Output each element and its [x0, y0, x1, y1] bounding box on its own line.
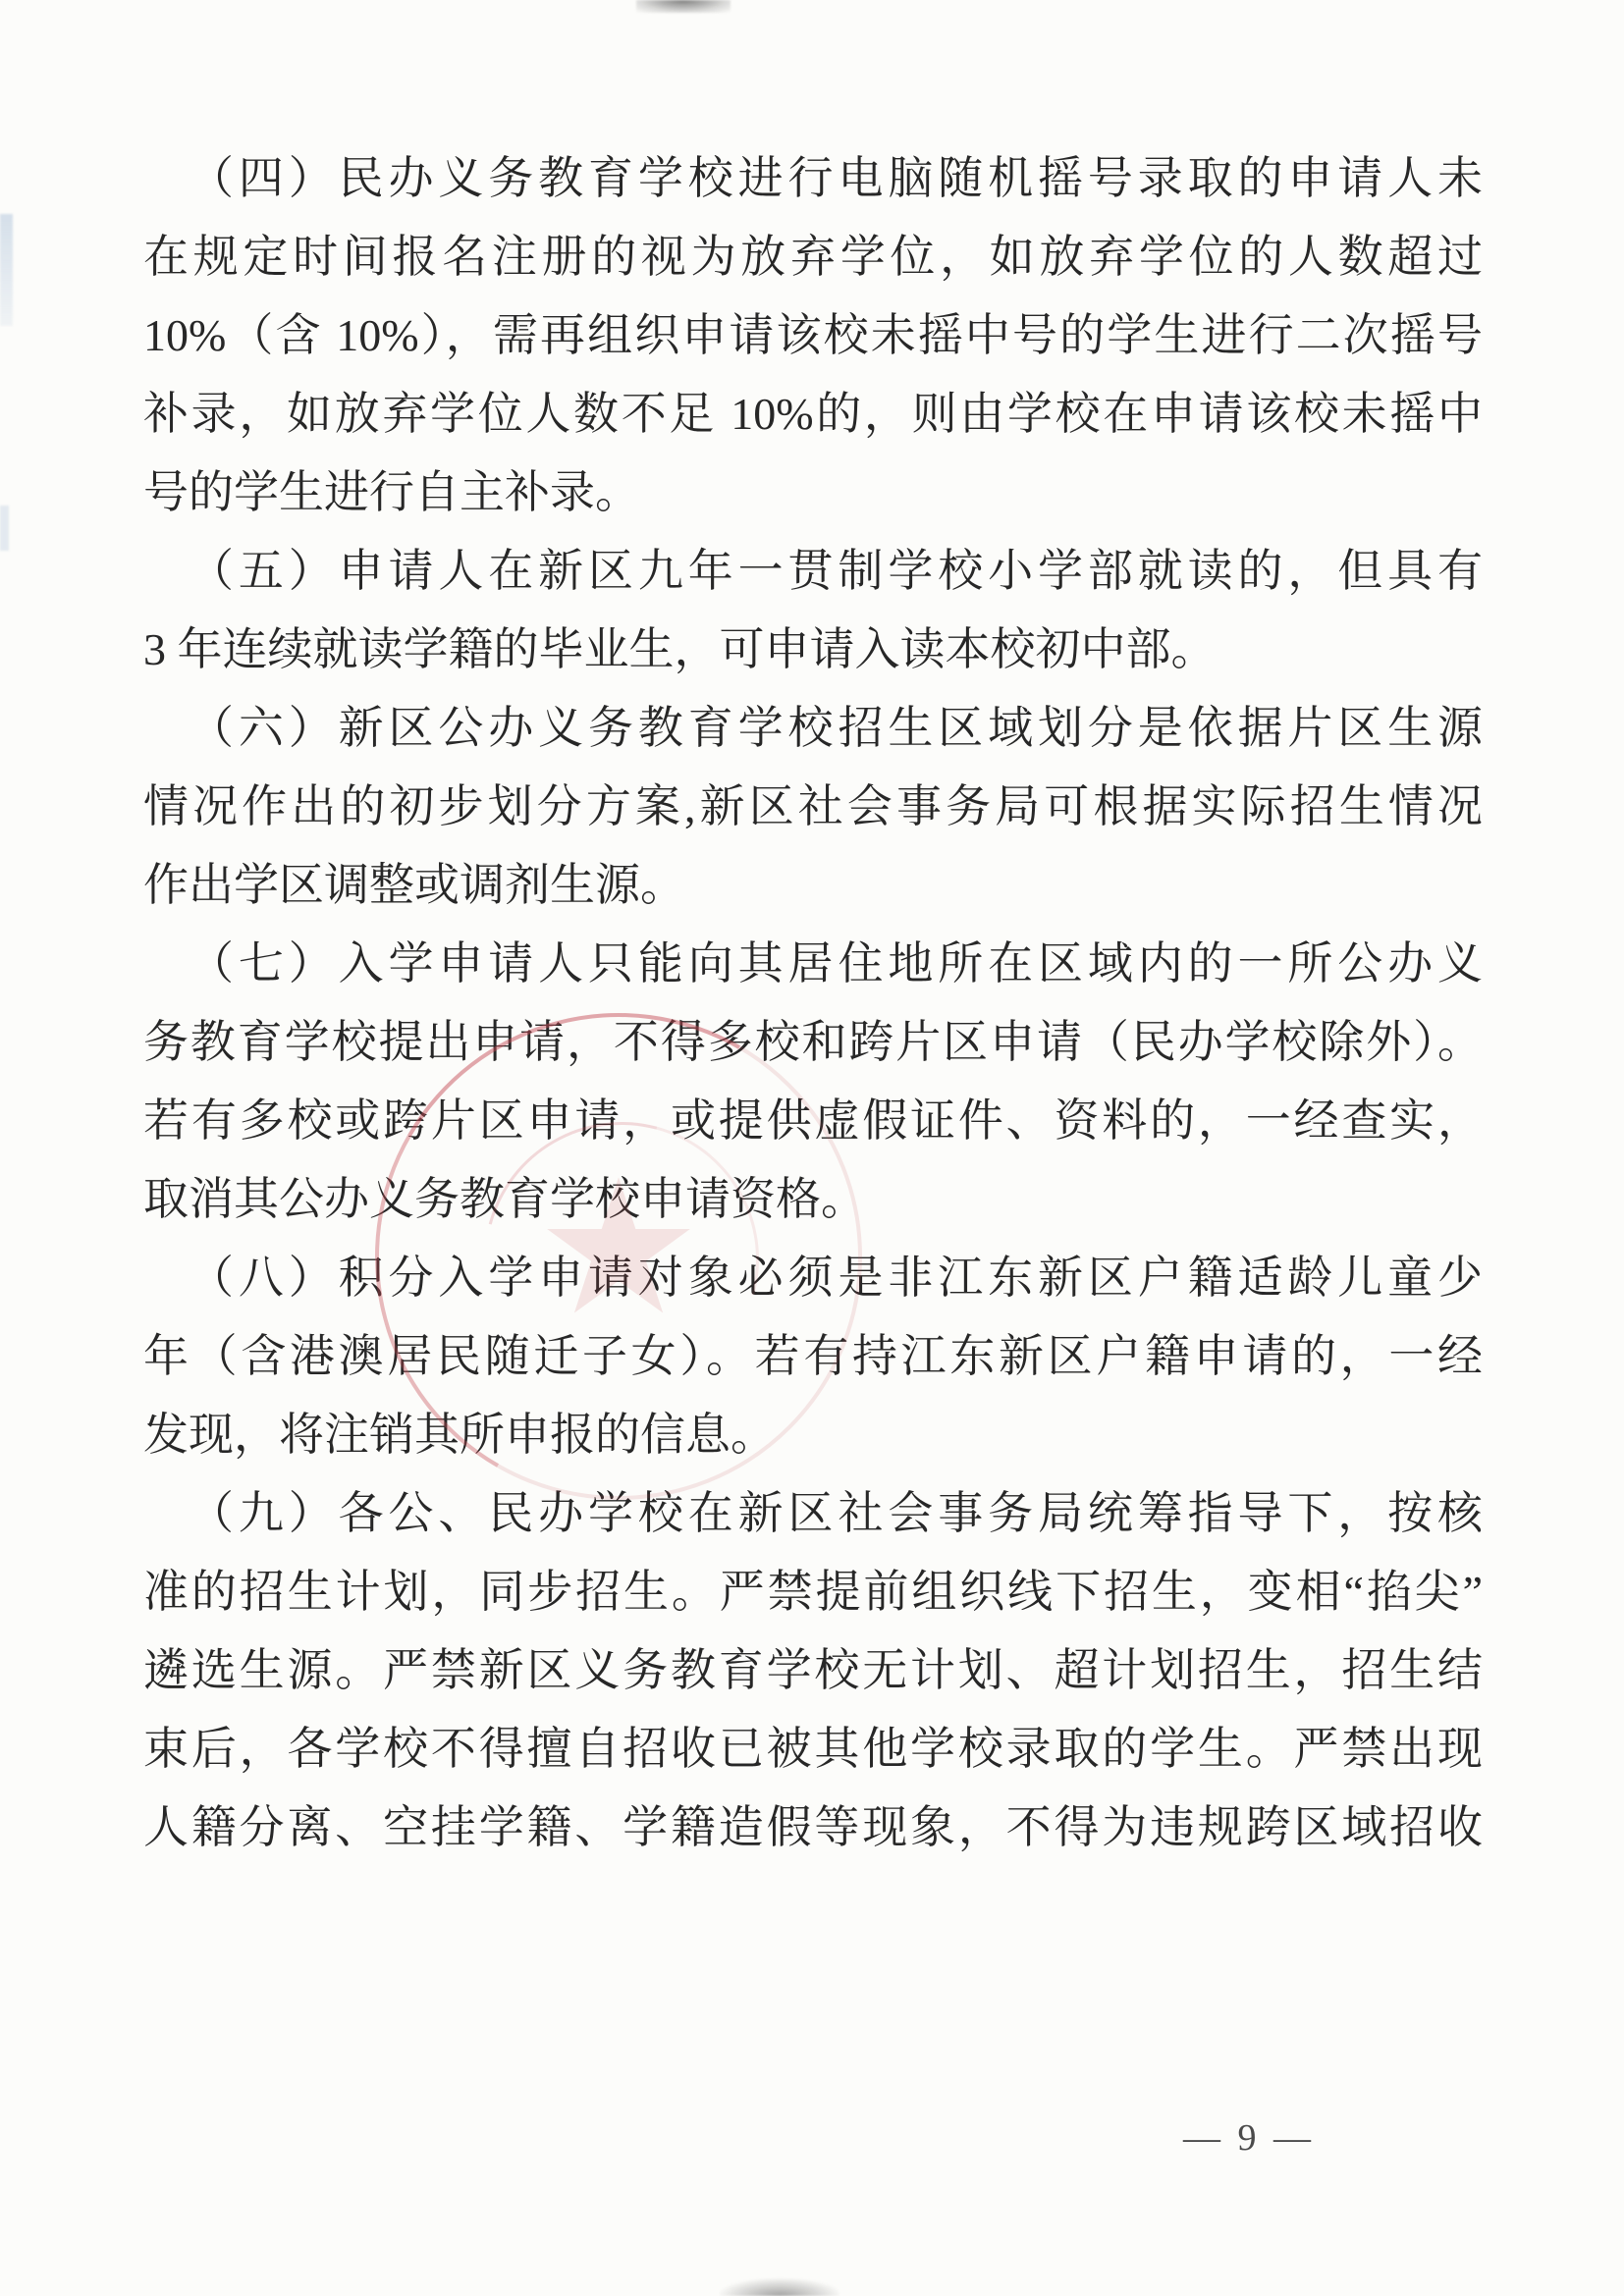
scan-artifact-left-edge-mark [0, 506, 9, 551]
text-line: 人籍分离、空挂学籍、学籍造假等现象，不得为违规跨区域招收 [143, 1802, 1483, 1852]
text-line: 号的学生进行自主补录。 [143, 467, 640, 517]
text-line: 准的招生计划，同步招生。严禁提前组织线下招生，变相“掐尖” [143, 1567, 1483, 1617]
text-line: （四）民办义务教育学校进行电脑随机摇号录取的申请人未 [189, 153, 1483, 203]
scan-artifact-bottom-smudge [720, 2278, 839, 2296]
text-line: （九）各公、民办学校在新区社会事务局统筹指导下，按核 [189, 1488, 1483, 1538]
text-line: 作出学区调整或调剂生源。 [143, 860, 685, 910]
paragraph [143, 689, 1483, 925]
text-line: 10%（含 10%），需再组织申请该校未摇中号的学生进行二次摇号 [143, 310, 1483, 360]
text-line: （七）入学申请人只能向其居住地所在区域内的一所公办义 [189, 938, 1483, 988]
text-line: 遴选生源。严禁新区义务教育学校无计划、超计划招生，招生结 [143, 1645, 1483, 1695]
paragraph [143, 139, 1483, 532]
text-line: （五）申请人在新区九年一贯制学校小学部就读的，但具有 [189, 546, 1483, 596]
scan-artifact-left-edge-mark [0, 214, 13, 326]
text-line: 在规定时间报名注册的视为放弃学位，如放弃学位的人数超过 [143, 232, 1483, 282]
text-line: 取消其公办义务教育学校申请资格。 [143, 1174, 866, 1224]
text-line: 若有多校或跨片区申请，或提供虚假证件、资料的，一经查实， [143, 1095, 1483, 1146]
document-body [143, 139, 1483, 1867]
text-line: 3 年连续就读学籍的毕业生，可申请入读本校初中部。 [143, 624, 1217, 674]
text-line: 年（含港澳居民随迁子女）。若有持江东新区户籍申请的，一经 [143, 1331, 1483, 1381]
text-line: 补录，如放弃学位人数不足 10%的，则由学校在申请该校未摇中 [143, 389, 1483, 439]
text-line: （六）新区公办义务教育学校招生区域划分是依据片区生源 [189, 703, 1483, 753]
text-line: （八）积分入学申请对象必须是非江东新区户籍适龄儿童少 [189, 1253, 1483, 1303]
page-number: — 9 — [1183, 2117, 1315, 2159]
paragraph [143, 532, 1483, 689]
paragraph [143, 1239, 1483, 1474]
paragraph [143, 1474, 1483, 1867]
text-line: 务教育学校提出申请，不得多校和跨片区申请（民办学校除外）。 [143, 1017, 1483, 1067]
paragraph [143, 925, 1483, 1239]
text-line: 情况作出的初步划分方案,新区社会事务局可根据实际招生情况 [143, 781, 1483, 831]
scan-artifact-top-smudge [636, 0, 731, 13]
text-line: 束后，各学校不得擅自招收已被其他学校录取的学生。严禁出现 [143, 1724, 1483, 1774]
text-line: 发现，将注销其所申报的信息。 [143, 1410, 776, 1460]
seal-star-icon: ★ [534, 1139, 703, 1357]
